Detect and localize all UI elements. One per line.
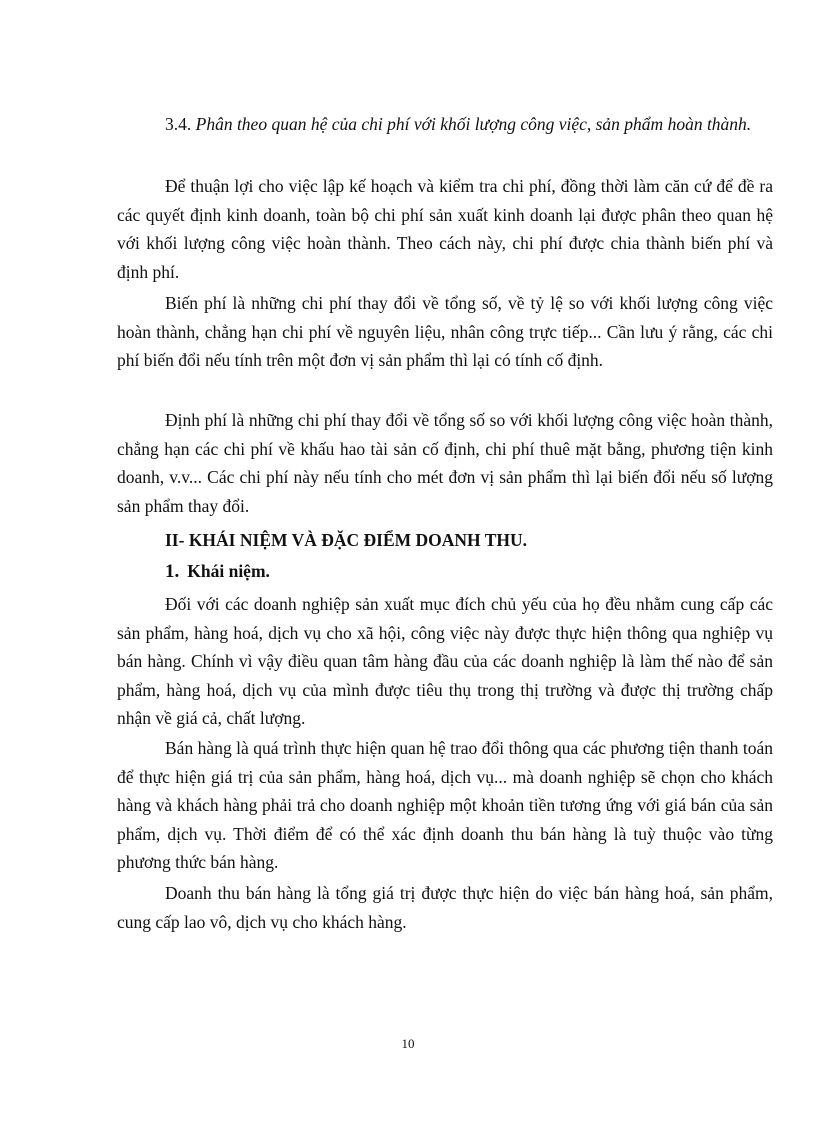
subsection-1-title: Khái niệm.: [187, 561, 270, 581]
section-3-4-heading: [117, 110, 773, 139]
paragraph-business-purpose: Đối với các doanh nghiệp sản xuất mục đích chủ yếu của họ đều nhằm cung cấp các sản phẩm, hàng hoá, dịch vụ cho xã hội, công việc này được thực hiện thông qua nghiệp vụ bán hàng. Chính vì vậy điều quan tâm hàng đầu của các doanh nghiệp là làm thế nào để sản phẩm, hàng hoá, dịch vụ của mình được tiêu thụ trong thị trường và được thị trường chấp nhận về giá cả, chất lượng.: [117, 594, 773, 728]
section-3-4-number: 3.4.: [165, 114, 192, 134]
section-3-4-title: Phân theo quan hệ của chi phí với khối lượng công việc, sản phẩm hoàn thành.: [195, 114, 752, 134]
page-number: 10: [401, 1036, 415, 1051]
paragraph-fixed-cost: Định phí là những chi phí thay đổi về tổng số so với khối lượng công việc hoàn thành, chẳng hạn các chi phí về khấu hao tài sản cố định, chi phí thuê mặt bằng, phương tiện kinh doanh, v.v... Các chi phí này nếu tính cho mét đơn vị sản phẩm thì lại biến đổi nếu số lượng sản phẩm thay đổi.: [117, 410, 773, 516]
paragraph-revenue-definition: Doanh thu bán hàng là tổng giá trị được thực hiện do việc bán hàng hoá, sản phẩm, cung cấp lao vô, dịch vụ cho khách hàng.: [117, 883, 773, 932]
paragraph-variable-cost: Biến phí là những chi phí thay đổi về tổng số, về tỷ lệ so với khối lượng công việc hoàn thành, chẳng hạn chi phí về nguyên liệu, nhân công trực tiếp... Cần lưu ý rằng, các chi phí biến đổi nếu tính trên một đơn vị sản phẩm thì lại có tính cố định.: [117, 293, 773, 370]
subsection-1-heading: [165, 557, 270, 586]
paragraph-sales-definition: Bán hàng là quá trình thực hiện quan hệ trao đổi thông qua các phương tiện thanh toán để thực hiện giá trị của sản phẩm, hàng hoá, dịch vụ... mà doanh nghiệp sẽ chọn cho khách hàng và khách hàng phải trả cho doanh nghiệp một khoản tiền tương ứng với giá bán của sản phẩm, dịch vụ. Thời điểm để có thể xác định doanh thu bán hàng là tuỳ thuộc vào từng phương thức bán hàng.: [117, 738, 773, 872]
section-II-heading: II- KHÁI NIỆM VÀ ĐẶC ĐIỂM DOANH THU.: [165, 530, 528, 550]
subsection-1-number: 1.: [165, 561, 180, 582]
paragraph-cost-classification: Để thuận lợi cho việc lập kế hoạch và kiểm tra chi phí, đồng thời làm căn cứ để đề ra các quyết định kinh doanh, toàn bộ chi phí sản xuất kinh doanh lại được phân theo quan hệ với khối lượng công việc hoàn thành. Theo cách này, chi phí được chia thành biến phí và định phí.: [117, 176, 773, 282]
